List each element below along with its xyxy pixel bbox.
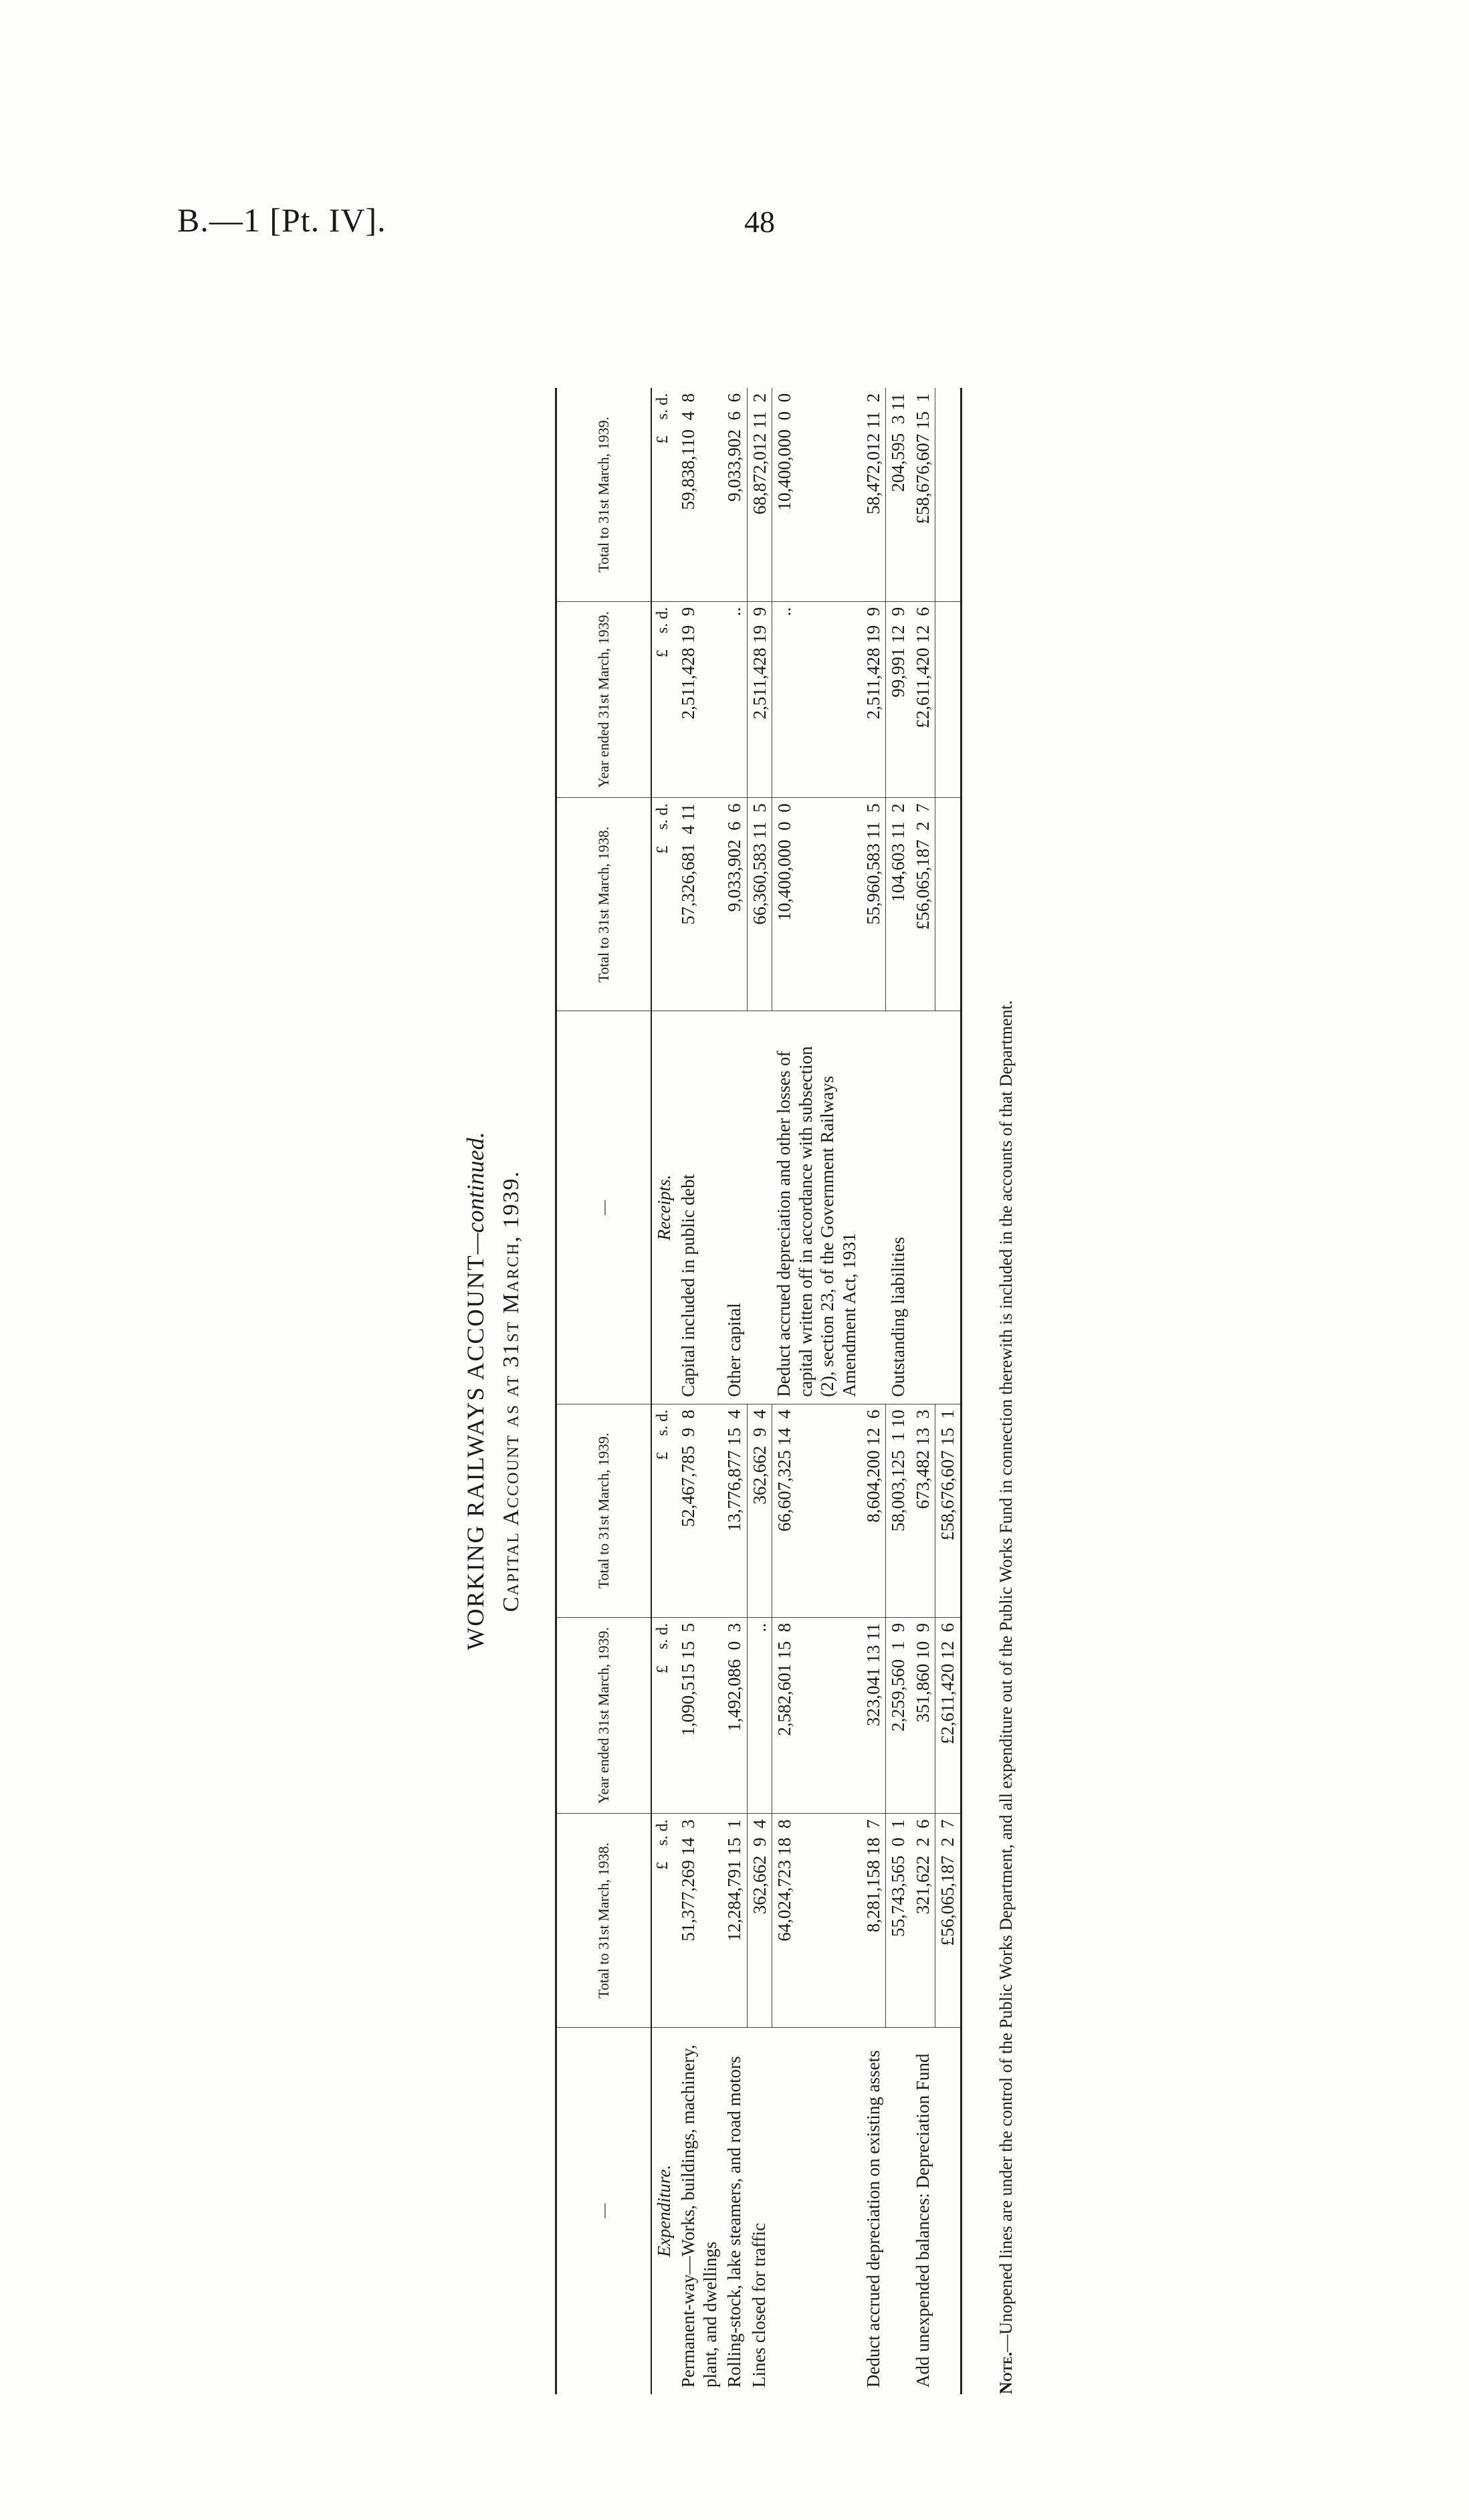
table-row (772, 388, 861, 2394)
page-reference: B.—1 [Pt. IV]. (177, 201, 386, 239)
footnote-label: Note. (996, 2351, 1016, 2394)
rec-t1938: 57,326,681 4 11 (676, 798, 722, 1011)
exp-y1939: 2,259,560 1 9 (886, 1617, 911, 1814)
exp-label: Lines closed for traffic (749, 2222, 770, 2388)
exp-label (935, 2027, 961, 2394)
exp-label (886, 2027, 911, 2394)
rec-t1939: 204,595 3 11 (886, 388, 911, 601)
table-row (911, 388, 935, 2394)
exp-label: Rolling-stock, lake steamers, and road motors (724, 2056, 745, 2388)
rec-label (911, 1011, 935, 1404)
rec-label: Outstanding liabilities (886, 1011, 911, 1404)
exp-total-1938: £56,065,187 2 7 (935, 1814, 961, 2027)
units: £ s. d. (651, 388, 676, 601)
rec-y1939: 2,511,428 19 9 (676, 601, 722, 798)
exp-y1939: 351,860 10 9 (911, 1617, 935, 1814)
exp-t1938: 321,622 2 6 (911, 1814, 935, 2027)
exp-y1939: .. (747, 1617, 772, 1814)
exp-t1939: 52,467,785 9 8 (676, 1404, 722, 1617)
receipts-heading: Receipts. (651, 1011, 676, 1404)
rec-t1938: £56,065,187 2 7 (911, 798, 935, 1011)
col-total-1938: Total to 31st March, 1938. (556, 1814, 652, 2027)
table-row (676, 388, 722, 2394)
rec-t1939: £58,676,607 15 1 (911, 388, 935, 601)
rec-label (747, 1011, 772, 1404)
table-row (722, 388, 747, 2394)
exp-t1939: 66,607,325 14 4 (772, 1404, 861, 1617)
rec-t1938: 55,960,583 11 5 (861, 798, 886, 1011)
page-number: 48 (744, 205, 775, 239)
exp-t1939: 13,776,877 15 4 (722, 1404, 747, 1617)
units: £ s. d. (651, 1814, 676, 2027)
rec-t1938: 10,400,000 0 0 (772, 798, 861, 1011)
exp-total-1939: £58,676,607 15 1 (935, 1404, 961, 1617)
units: £ s. d. (651, 601, 676, 798)
rec-y1939: £2,611,420 12 6 (911, 601, 935, 798)
exp-t1939: 58,003,125 1 10 (886, 1404, 911, 1617)
exp-t1938: 12,284,791 15 1 (722, 1814, 747, 2027)
col-desc-receipts: — (556, 1011, 652, 1404)
exp-label: Deduct accrued depreciation on existing assets (863, 2050, 884, 2388)
rec-t1939: 10,400,000 0 0 (772, 388, 861, 601)
rec-y1939: 99,991 12 9 (886, 601, 911, 798)
exp-total-year-1939: £2,611,420 12 6 (935, 1617, 961, 1814)
col-year-1939-r: Year ended 31st March, 1939. (556, 601, 652, 798)
table-row (886, 388, 911, 2394)
col-year-1939: Year ended 31st March, 1939. (556, 1617, 652, 1814)
rec-t1939: 59,838,110 4 8 (676, 388, 722, 601)
account-subtitle: Capital Account as at 31st March, 1939. (499, 1170, 524, 1612)
table-row (747, 388, 772, 2394)
expenditure-heading: Expenditure. (654, 2164, 674, 2257)
units: £ s. d. (651, 1617, 676, 1814)
rec-t1939: 58,472,012 11 2 (861, 388, 886, 601)
rec-blank (935, 388, 961, 601)
rec-y1939: 2,511,428 19 9 (747, 601, 772, 798)
rec-label (861, 1011, 886, 1404)
units-row (651, 388, 676, 2394)
col-total-1938-r: Total to 31st March, 1938. (556, 798, 652, 1011)
rec-t1939: 9,033,902 6 6 (722, 388, 747, 601)
rec-label (935, 1011, 961, 1404)
col-desc-expenditure: — (556, 2027, 652, 2394)
capital-account-table (555, 388, 962, 2394)
exp-t1938: 51,377,269 14 3 (676, 1814, 722, 2027)
title-main: WORKING RAILWAYS ACCOUNT (462, 1254, 489, 1651)
footnote-text: —Unopened lines are under the control of the Public Works Department, and all expenditure out of the Public Works Fund in connection therewith is included in the accounts of that Department. (996, 1000, 1016, 2352)
rec-y1939: .. (772, 601, 861, 798)
exp-t1938: 55,743,565 0 1 (886, 1814, 911, 2027)
footnote (996, 1001, 1016, 2394)
account-title (461, 321, 489, 2461)
exp-t1938: 8,281,158 18 7 (861, 1814, 886, 2027)
rec-label: Capital included in public debt (676, 1011, 722, 1404)
header-row (556, 388, 652, 2394)
exp-t1939: 8,604,200 12 6 (861, 1404, 886, 1617)
exp-y1939: 1,492,086 0 3 (722, 1617, 747, 1814)
rec-t1939: 68,872,012 11 2 (747, 388, 772, 601)
rec-t1938: 104,603 11 2 (886, 798, 911, 1011)
exp-label (772, 2027, 861, 2394)
exp-t1939: 673,482 13 3 (911, 1404, 935, 1617)
rec-blank (935, 798, 961, 1011)
exp-y1939: 1,090,515 15 5 (676, 1617, 722, 1814)
rec-label: Deduct accrued depreciation and other losses of capital written off in accordance with subsection (2), section 23, of the Government Railways Amendment Act, 1931 (772, 1011, 861, 1404)
col-total-1939-r: Total to 31st March, 1939. (556, 388, 652, 601)
rotated-table-block (448, 321, 1050, 2461)
totals-row (935, 388, 961, 2394)
rec-label: Other capital (722, 1011, 747, 1404)
units: £ s. d. (651, 798, 676, 1011)
rec-blank (935, 601, 961, 798)
col-total-1939: Total to 31st March, 1939. (556, 1404, 652, 1617)
rec-y1939: 2,511,428 19 9 (861, 601, 886, 798)
rec-y1939: .. (722, 601, 747, 798)
exp-t1938: 362,662 9 4 (747, 1814, 772, 2027)
title-suffix: —continued. (462, 1132, 489, 1255)
exp-t1939: 362,662 9 4 (747, 1404, 772, 1617)
rec-t1938: 9,033,902 6 6 (722, 798, 747, 1011)
exp-label: Permanent-way—Works, buildings, machinery, plant, and dwellings (678, 2044, 720, 2388)
exp-y1939: 2,582,601 15 8 (772, 1617, 861, 1814)
exp-t1938: 64,024,723 18 8 (772, 1814, 861, 2027)
units: £ s. d. (651, 1404, 676, 1617)
rec-t1938: 66,360,583 11 5 (747, 798, 772, 1011)
exp-y1939: 323,041 13 11 (861, 1617, 886, 1814)
exp-label: Add unexpended balances: Depreciation Fund (912, 2053, 933, 2388)
table-row (861, 388, 886, 2394)
